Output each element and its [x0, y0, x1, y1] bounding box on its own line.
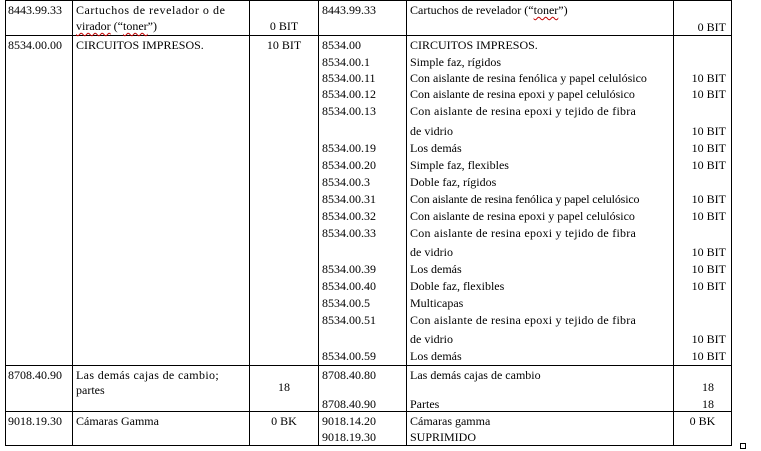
cell-old-rate: 10 BIT — [266, 38, 302, 52]
cell-new-rate: 0 BK — [689, 414, 716, 428]
cell-new-rate: 10 BIT — [691, 349, 726, 363]
cell-new-rate: 18 — [702, 380, 714, 394]
row-border-1 — [5, 35, 732, 36]
cell-new-code: 8534.00.59 — [322, 349, 376, 363]
cell-new-rate: 18 — [702, 397, 714, 411]
cell-new-rate: 10 BIT — [691, 262, 726, 276]
cell-old-desc: Cámaras Gamma — [76, 414, 159, 428]
cell-new-desc: Con aislante de resina epoxi y papel celulósico — [410, 87, 635, 101]
cell-new-rate: 0 BIT — [697, 20, 726, 34]
cell-new-desc: Con aislante de resina epoxi y tejido de fibra — [410, 226, 637, 240]
cell-new-rate: 10 BIT — [691, 87, 726, 101]
cell-new-desc: Las demás cajas de cambio — [410, 368, 541, 382]
cell-new-desc: Los demás — [410, 262, 462, 276]
cell-old-desc: virador (“toner”) — [76, 19, 157, 33]
cell-old-rate: 18 — [278, 380, 290, 394]
cell-new-code: 8534.00.5 — [322, 296, 370, 310]
cell-new-rate: 10 BIT — [691, 245, 726, 259]
cell-new-desc: Simple faz, flexibles — [410, 158, 509, 172]
cell-old-code: 8534.00.00 — [8, 38, 62, 52]
cell-old-code: 8708.40.90 — [8, 368, 62, 382]
cell-old-desc: Las demás cajas de cambio; — [76, 368, 220, 382]
cell-new-code: 8534.00.33 — [322, 226, 376, 240]
spell-flag-word: virador — [76, 19, 111, 33]
cell-new-rate: 10 BIT — [691, 279, 726, 293]
cell-new-desc: Multicapas — [410, 296, 464, 310]
cell-new-code: 8443.99.33 — [322, 3, 376, 17]
col-border-0 — [5, 0, 6, 446]
spell-flag-word: toner — [533, 3, 559, 17]
cell-old-desc: CIRCUITOS IMPRESOS. — [76, 38, 204, 52]
cell-old-code: 9018.19.30 — [8, 414, 62, 428]
col-border-1 — [72, 0, 73, 446]
cell-new-code: 9018.19.30 — [322, 430, 376, 444]
cell-new-code: 8534.00.20 — [322, 158, 376, 172]
cell-new-rate: 10 BIT — [691, 71, 726, 85]
cell-new-rate: 10 BIT — [691, 209, 726, 223]
cell-new-desc: Simple faz, rígidos — [410, 55, 501, 69]
spell-flag-word: toner — [122, 19, 148, 33]
cell-new-desc: Con aislante de resina epoxi y tejido de fibra — [410, 104, 637, 118]
row-border-2 — [5, 365, 732, 366]
col-border-6 — [731, 0, 732, 446]
cell-new-desc: Cartuchos de revelador (“toner”) — [410, 3, 568, 17]
cell-new-desc: Con aislante de resina epoxi y tejido de fibra — [410, 313, 637, 327]
cell-new-code: 8534.00.12 — [322, 87, 376, 101]
cell-new-rate: 10 BIT — [691, 192, 726, 206]
cell-new-desc: de vidrio — [410, 332, 453, 346]
cell-new-desc: Doble faz, flexibles — [410, 279, 505, 293]
cell-new-desc: Doble faz, rígidos — [410, 175, 497, 189]
cell-new-rate: 10 BIT — [691, 141, 726, 155]
cell-old-rate: 0 BK — [271, 414, 297, 428]
cell-new-desc: Los demás — [410, 141, 462, 155]
cell-new-desc: CIRCUITOS IMPRESOS. — [410, 38, 538, 52]
cell-new-code: 8534.00 — [322, 38, 361, 52]
cell-new-rate: 10 BIT — [691, 158, 726, 172]
cell-new-desc: Con aislante de resina fenólica y papel celulósico — [410, 71, 647, 85]
cell-new-desc: de vidrio — [410, 124, 453, 138]
cell-new-code: 9018.14.20 — [322, 414, 376, 428]
col-border-3 — [318, 0, 319, 446]
row-border-bottom — [5, 445, 732, 446]
cell-new-code: 8534.00.32 — [322, 209, 376, 223]
cell-new-desc: Con aislante de resina epoxi y papel celulósico — [410, 209, 635, 223]
row-border-top — [5, 0, 732, 1]
cell-old-code: 8443.99.33 — [8, 3, 62, 17]
cell-new-code: 8534.00.11 — [322, 71, 376, 85]
cell-new-desc: Con aislante de resina fenólica y papel celulósico — [410, 192, 640, 206]
cell-new-desc: de vidrio — [410, 245, 453, 259]
cell-old-desc: partes — [76, 383, 105, 397]
cell-old-rate: 0 BIT — [269, 19, 299, 33]
cell-new-code: 8534.00.1 — [322, 55, 370, 69]
row-border-3 — [5, 411, 732, 412]
cell-new-code: 8534.00.3 — [322, 175, 370, 189]
cell-new-code: 8708.40.80 — [322, 368, 376, 382]
cell-new-desc: Partes — [410, 397, 440, 411]
cell-old-desc: Cartuchos de revelador o de — [76, 3, 226, 17]
cell-new-code: 8534.00.51 — [322, 313, 376, 327]
table-end-marker — [740, 443, 746, 449]
cell-new-desc: Cámaras gamma — [410, 414, 491, 428]
cell-new-rate: 10 BIT — [691, 124, 726, 138]
cell-new-code: 8708.40.90 — [322, 397, 376, 411]
cell-new-desc: SUPRIMIDO — [410, 430, 477, 444]
cell-new-code: 8534.00.39 — [322, 262, 376, 276]
cell-new-code: 8534.00.19 — [322, 141, 376, 155]
col-border-4 — [406, 0, 407, 446]
cell-new-rate: 10 BIT — [691, 332, 726, 346]
cell-new-code: 8534.00.13 — [322, 104, 376, 118]
cell-new-desc: Los demás — [410, 349, 462, 363]
cell-new-code: 8534.00.40 — [322, 279, 376, 293]
cell-new-code: 8534.00.31 — [322, 192, 376, 206]
